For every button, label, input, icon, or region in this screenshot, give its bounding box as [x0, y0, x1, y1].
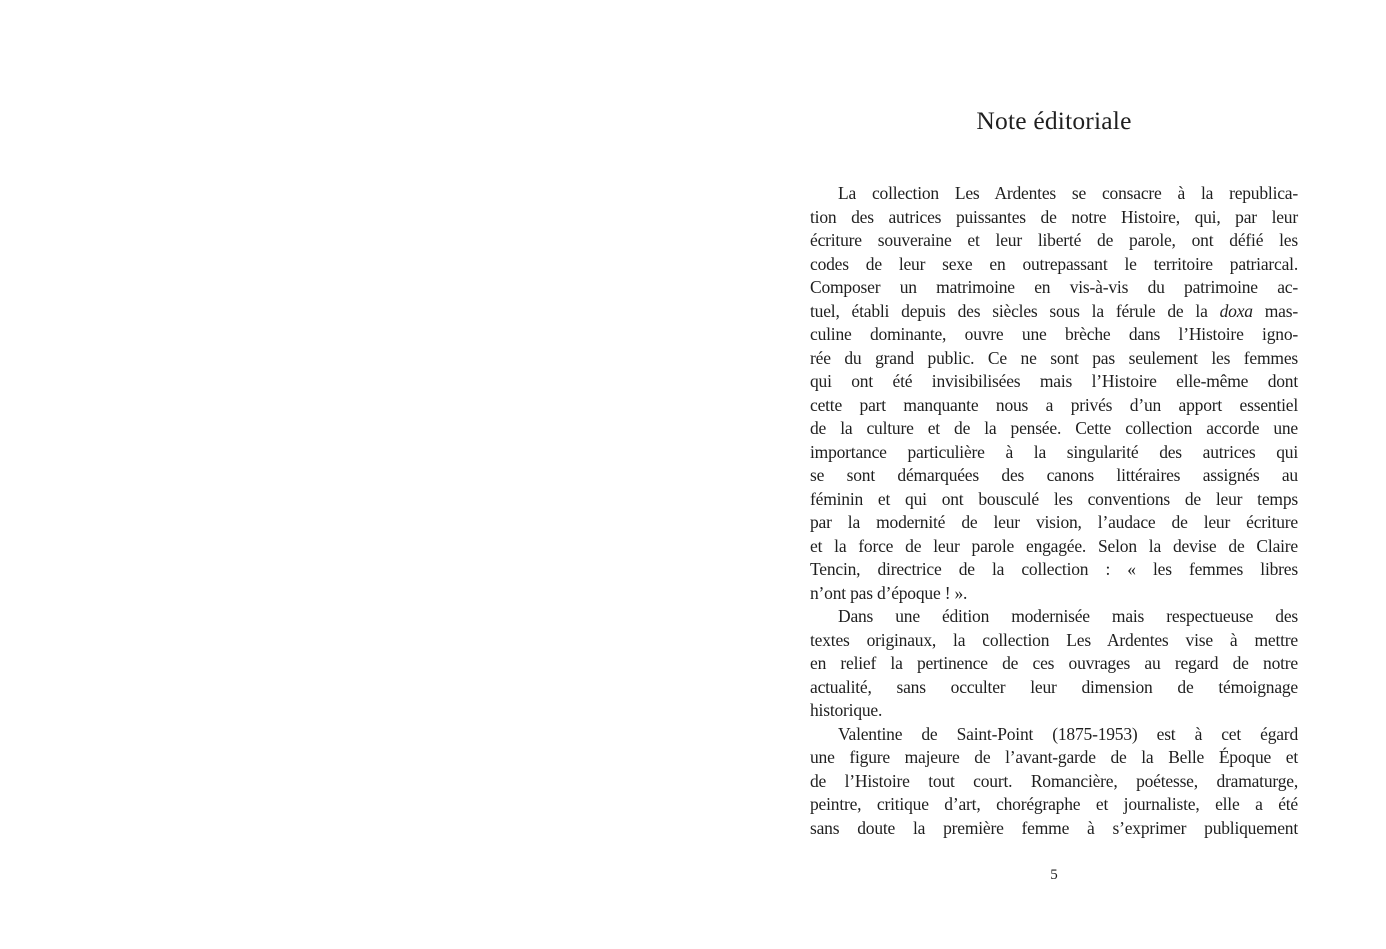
text-segment: féminin et qui ont bousculé les conventions de leur temps — [810, 488, 1298, 509]
text-line — [810, 652, 1298, 676]
text-segment: tuel, établi depuis des siècles sous la férule de la — [810, 300, 1220, 321]
text-line — [810, 464, 1298, 488]
text-line — [810, 746, 1298, 770]
text-line — [810, 182, 1298, 206]
text-line — [810, 535, 1298, 559]
text-line — [810, 558, 1298, 582]
text-line — [810, 723, 1298, 747]
text-line — [810, 441, 1298, 465]
text-line — [810, 323, 1298, 347]
text-line — [810, 629, 1298, 653]
text-line — [810, 206, 1298, 230]
page-number: 5 — [1050, 867, 1058, 883]
text-segment: écriture souveraine et leur liberté de parole, ont défié les — [810, 230, 1298, 250]
text-segment: historique. — [810, 700, 883, 720]
text-segment: en relief la pertinence de ces ouvrages au regard de notre — [810, 653, 1298, 673]
text-line — [810, 347, 1298, 371]
text-segment: Tencin, directrice de la collection : « les femmes libres — [810, 559, 1298, 579]
text-segment: rée du grand public. Ce ne sont pas seulement les femmes — [810, 347, 1298, 368]
text-line — [810, 488, 1298, 512]
text-segment: peintre, critique d’art, chorégraphe et journaliste, elle a été — [810, 794, 1298, 814]
text-segment: Composer un matrimoine en vis-à-vis du patrimoine ac- — [810, 277, 1298, 297]
text-line — [810, 394, 1298, 418]
text-line — [810, 699, 1298, 723]
text-segment: Dans une édition modernisée mais respectueuse des — [838, 606, 1298, 626]
text-segment: une figure majeure de l’avant-garde de la Belle Époque et — [810, 747, 1298, 767]
text-segment: culine dominante, ouvre une brèche dans l’Histoire igno- — [810, 324, 1298, 344]
text-segment: Valentine de Saint-Point (1875-1953) est à cet égard — [838, 723, 1298, 744]
italic-text: doxa — [1219, 300, 1253, 321]
text-line — [810, 229, 1298, 253]
text-segment: et la force de leur parole engagée. Selon la devise de Claire — [810, 535, 1298, 556]
text-line — [810, 417, 1298, 441]
text-segment: de la culture et de la pensée. Cette collection accorde une — [810, 418, 1298, 438]
text-segment: textes originaux, la collection Les Ardentes vise à mettre — [810, 629, 1298, 650]
text-segment: cette part manquante nous a privés d’un apport essentiel — [810, 394, 1298, 415]
text-line — [810, 817, 1298, 841]
text-line — [810, 605, 1298, 629]
text-segment: actualité, sans occulter leur dimension de témoignage — [810, 676, 1298, 697]
text-segment: importance particulière à la singularité des autrices qui — [810, 441, 1298, 462]
text-segment: de l’Histoire tout court. Romancière, poétesse, dramaturge, — [810, 770, 1298, 791]
page-body — [810, 182, 1298, 840]
text-line — [810, 370, 1298, 394]
text-segment: par la modernité de leur vision, l’audace de leur écriture — [810, 512, 1298, 532]
text-line — [810, 511, 1298, 535]
text-line — [810, 770, 1298, 794]
text-segment: codes de leur sexe en outrepassant le territoire patriarcal. — [810, 253, 1298, 274]
text-line — [810, 276, 1298, 300]
text-line — [810, 676, 1298, 700]
text-line — [810, 253, 1298, 277]
text-segment: mas- — [1252, 300, 1298, 321]
text-segment: se sont démarquées des canons littéraires assignés au — [810, 465, 1298, 485]
text-segment: n’ont pas d’époque ! ». — [810, 582, 968, 603]
text-segment: tion des autrices puissantes de notre Histoire, qui, par leur — [810, 206, 1298, 227]
page-title: Note éditoriale — [976, 106, 1132, 135]
text-line — [810, 300, 1298, 324]
text-line — [810, 793, 1298, 817]
text-segment: sans doute la première femme à s’exprimer publiquement — [810, 817, 1298, 838]
text-line — [810, 582, 1298, 606]
text-segment: qui ont été invisibilisées mais l’Histoire elle-même dont — [810, 371, 1298, 391]
text-segment: La collection Les Ardentes se consacre à la republica- — [838, 183, 1298, 203]
